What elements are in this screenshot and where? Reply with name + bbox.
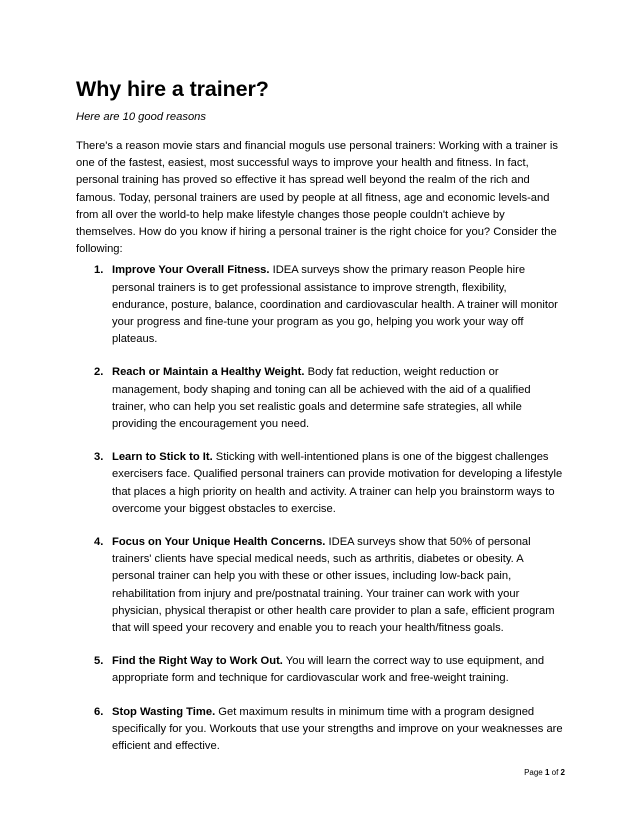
list-item-number: 5. — [94, 655, 104, 668]
list-item — [76, 449, 564, 518]
list-item-heading: Focus on Your Unique Health Concerns. — [112, 536, 326, 549]
current-page-number: 1 — [544, 768, 550, 777]
list-item-heading: Find the Right Way to Work Out. — [112, 655, 283, 668]
total-pages-number: 2 — [560, 768, 565, 777]
list-item-heading: Reach or Maintain a Healthy Weight. — [112, 366, 305, 379]
list-item-heading: Improve Your Overall Fitness. — [112, 264, 270, 277]
list-item-text: IDEA surveys show that 50% of personal trainers' clients have special medical needs, such as arthritis, diabetes or obesity. A personal trainer can help you with these or other issues, including low-back pain, rehabilitation from injury and pre/postnatal training. Your trainer can work with your physician, physical therapist or other health care provider to plan a safe, efficient program that will speed your recovery and enable you to reach your health/fitness goals. — [112, 536, 555, 635]
page-title: Why hire a trainer? — [76, 77, 269, 101]
list-item-text: Body fat reduction, weight reduction or management, body shaping and toning can all be achieved with the aid of a qualified trainer, who can help you set realistic goals and determine safe strategies, all while providing the encouragement you need. — [112, 366, 531, 431]
list-item — [76, 534, 564, 637]
list-item — [76, 704, 564, 756]
list-item — [76, 262, 564, 348]
list-item — [76, 364, 564, 433]
page-of-label: of — [549, 768, 561, 777]
intro-paragraph: There's a reason movie stars and financial moguls use personal trainers: Working with a trainer is one of the fastest, easiest, most successful ways to improve your health and fitness. In fact, personal training has proved so effective it has spread well beyond the realm of the rich and famous. Today, personal trainers are used by people at all fitness, age and economic levels-and from all over the world-to help make lifestyle changes those people couldn't achieve by themselves. How do you know if hiring a personal trainer is the right choice for you? Consider the following: — [76, 140, 558, 256]
reasons-list — [76, 262, 564, 755]
list-item-number: 1. — [94, 264, 104, 277]
list-item-text: Get maximum results in minimum time with a program designed specifically for you. Workouts that use your strengths and improve on your weaknesses are efficient and effective. — [112, 705, 563, 753]
list-item-text: You will learn the correct way to use equipment, and appropriate form and technique for cardiovascular work and free-weight training. — [112, 655, 545, 685]
page-footer — [524, 768, 565, 778]
page-subtitle: Here are 10 good reasons — [76, 111, 206, 123]
list-item-number: 6. — [94, 705, 104, 718]
list-item-number: 2. — [94, 366, 104, 379]
list-item-text: Sticking with well-intentioned plans is one of the biggest challenges exercisers face. Qualified personal trainers can provide motivation for developing a lifestyle that places a high priority on health and activity. A trainer can help you brainstorm ways to overcome your biggest obstacles to exercise. — [112, 451, 563, 515]
list-item-heading: Learn to Stick to It. — [112, 451, 213, 464]
list-item-text: IDEA surveys show the primary reason People hire personal trainers is to get professional assistance to improve strength, flexibility, endurance, posture, balance, coordination and cardiovascular health. A trainer will monitor your progress and fine-tune your program as you go, helping you work your way off plateaus. — [112, 264, 558, 346]
page-label: Page — [524, 768, 545, 777]
list-item-number: 3. — [94, 451, 104, 464]
list-item-heading: Stop Wasting Time. — [112, 705, 216, 718]
list-item — [76, 653, 564, 687]
list-item-number: 4. — [94, 536, 104, 549]
